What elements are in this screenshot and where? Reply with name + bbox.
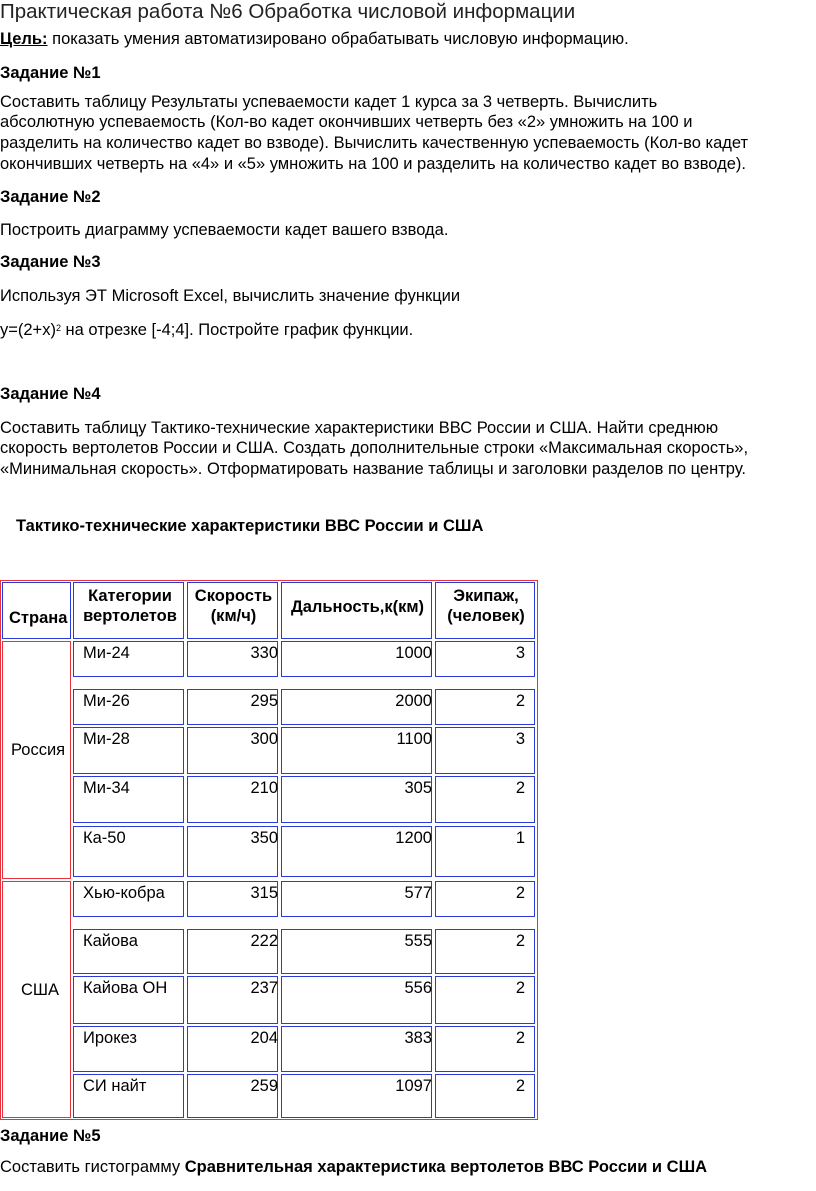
header-category-line2: вертолетов: [83, 607, 177, 625]
country-usa-text: США: [21, 981, 60, 999]
cell-range: [281, 826, 432, 877]
goal-text: показать умения автоматизировано обрабатывать числовую информацию.: [47, 30, 629, 48]
formula-rest: на отрезке [-4;4]. Постройте график функции.: [60, 321, 414, 339]
task5-bold-text: Сравнительная характеристика вертолетов ВВС России и США: [184, 1158, 708, 1176]
task4-line-3: «Минимальная скорость». Отформатировать название таблицы и заголовки разделов по центру.: [0, 460, 746, 478]
formula-base: y=(2+x): [0, 321, 56, 339]
cell-speed-value: 204: [250, 1029, 278, 1047]
cell-crew-value: 2: [515, 884, 525, 902]
country-cell-russia: [2, 641, 71, 879]
cell-crew-value: 2: [515, 692, 525, 710]
cell-range-value: 305: [404, 779, 432, 797]
cell-crew: [435, 689, 535, 725]
header-range-text: Дальность,к(км): [290, 598, 425, 616]
table-caption: Тактико-технические характеристики ВВС России и США: [16, 517, 484, 535]
header-country-text: Страна: [9, 609, 68, 627]
header-crew: [435, 582, 535, 639]
task1-line-3: разделить на количество кадет во взводе). Вычислить качественную успеваемость (Кол-во кадет: [0, 134, 749, 152]
cell-name-value: Кайова ОН: [83, 979, 168, 997]
formula-exponent: 2: [55, 323, 61, 333]
cell-range: [281, 689, 432, 725]
cell-range: [281, 776, 432, 823]
cell-name-value: Ми-24: [83, 644, 130, 662]
cell-range: [281, 1026, 432, 1072]
cell-crew: [435, 641, 535, 677]
cell-range: [281, 1074, 432, 1118]
cell-name: [73, 727, 184, 774]
cell-name: [73, 689, 184, 725]
cell-crew-value: 3: [515, 730, 525, 748]
header-category-line1: Категории: [88, 587, 172, 605]
cell-crew-value: 2: [515, 779, 525, 797]
task1-line-1: Составить таблицу Результаты успеваемости кадет 1 курса за 3 четверть. Вычислить: [0, 93, 658, 111]
cell-speed: [187, 727, 278, 774]
task4-line-2: скорость вертолетов России и США. Создать дополнительные строки «Максимальная скорость»,: [0, 439, 749, 457]
cell-speed-value: 210: [250, 779, 278, 797]
task1-line-4: окончивших четверть на «4» и «5» умножить на 100 и разделить на количество кадет во взводе).: [0, 155, 747, 173]
cell-crew: [435, 929, 535, 974]
header-country: [2, 582, 71, 639]
cell-speed: [187, 826, 278, 877]
cell-range-value: 577: [404, 884, 432, 902]
cell-name-value: Кайова: [83, 932, 138, 950]
cell-crew-value: 1: [515, 829, 525, 847]
cell-name: [73, 1074, 184, 1118]
cell-name-value: Ми-28: [83, 730, 130, 748]
page-title: Практическая работа №6 Обработка числовой информации: [0, 0, 576, 23]
cell-range: [281, 976, 432, 1024]
cell-speed: [187, 641, 278, 677]
cell-name: [73, 929, 184, 974]
cell-range-value: 555: [404, 932, 432, 950]
country-cell-usa: [2, 881, 71, 1118]
cell-crew-value: 3: [515, 644, 525, 662]
cell-name-value: Ка-50: [83, 829, 126, 847]
cell-speed-value: 330: [250, 644, 278, 662]
cell-speed-value: 300: [250, 730, 278, 748]
cell-crew-value: 2: [515, 1029, 525, 1047]
cell-name: [73, 976, 184, 1024]
header-speed-line1: Скорость: [194, 587, 273, 605]
cell-range: [281, 881, 432, 917]
cell-range-value: 1000: [395, 644, 432, 662]
cell-speed-value: 350: [250, 829, 278, 847]
cell-speed-value: 222: [250, 932, 278, 950]
cell-speed: [187, 1074, 278, 1118]
task2-heading: Задание №2: [0, 188, 101, 206]
cell-range-value: 2000: [395, 692, 432, 710]
task1-line-2: абсолютную успеваемость (Кол-во кадет окончивших четверть без «2» умножить на 100 и: [0, 113, 693, 131]
cell-name: [73, 641, 184, 677]
header-crew-line2: (человек): [447, 607, 525, 625]
cell-name-value: Ми-34: [83, 779, 130, 797]
cell-range-value: 383: [404, 1029, 432, 1047]
header-speed: [187, 582, 278, 639]
header-speed-line2: (км/ч): [210, 607, 257, 625]
cell-name: [73, 826, 184, 877]
header-category: [73, 582, 184, 639]
cell-name: [73, 1026, 184, 1072]
cell-speed: [187, 881, 278, 917]
cell-crew: [435, 976, 535, 1024]
cell-crew: [435, 1026, 535, 1072]
cell-range: [281, 929, 432, 974]
cell-range-value: 1200: [395, 829, 432, 847]
task2-text: Построить диаграмму успеваемости кадет вашего взвода.: [0, 221, 449, 239]
cell-speed-value: 259: [250, 1077, 278, 1095]
cell-speed-value: 315: [250, 884, 278, 902]
task5-text: Составить гистограмму: [0, 1158, 185, 1176]
task3-formula: [0, 318, 413, 341]
cell-speed: [187, 689, 278, 725]
cell-range: [281, 641, 432, 677]
cell-crew-value: 2: [515, 979, 525, 997]
cell-crew: [435, 776, 535, 823]
cell-range: [281, 727, 432, 774]
cell-name-value: Ми-26: [83, 692, 130, 710]
header-crew-line1: Экипаж,: [453, 587, 519, 605]
cell-crew-value: 2: [515, 1077, 525, 1095]
task3-line-1: Используя ЭТ Microsoft Excel, вычислить значение функции: [0, 287, 461, 305]
cell-range-value: 1097: [395, 1077, 432, 1095]
cell-speed-value: 295: [250, 692, 278, 710]
cell-speed: [187, 929, 278, 974]
cell-crew: [435, 727, 535, 774]
cell-range-value: 556: [404, 979, 432, 997]
country-russia-text: Россия: [11, 741, 66, 759]
cell-crew: [435, 1074, 535, 1118]
cell-crew-value: 2: [515, 932, 525, 950]
cell-name-value: Хью-кобра: [83, 884, 165, 902]
task1-heading: Задание №1: [0, 64, 101, 82]
cell-range-value: 1100: [396, 730, 432, 748]
task5-heading: Задание №5: [0, 1127, 101, 1145]
specs-table: [0, 580, 540, 1122]
cell-name-value: Ирокез: [83, 1029, 137, 1047]
cell-speed-value: 237: [250, 979, 278, 997]
goal-line: [0, 29, 629, 50]
cell-speed: [187, 776, 278, 823]
task4-line-1: Составить таблицу Тактико-технические характеристики ВВС России и США. Найти среднюю: [0, 419, 719, 437]
cell-name-value: СИ найт: [83, 1077, 147, 1095]
header-range: [281, 582, 432, 639]
task5-line: [0, 1157, 707, 1178]
cell-speed: [187, 976, 278, 1024]
cell-crew: [435, 881, 535, 917]
goal-label: Цель:: [0, 30, 48, 48]
task3-heading: Задание №3: [0, 253, 101, 271]
cell-crew: [435, 826, 535, 877]
cell-speed: [187, 1026, 278, 1072]
cell-name: [73, 776, 184, 823]
cell-name: [73, 881, 184, 917]
task4-heading: Задание №4: [0, 385, 101, 403]
